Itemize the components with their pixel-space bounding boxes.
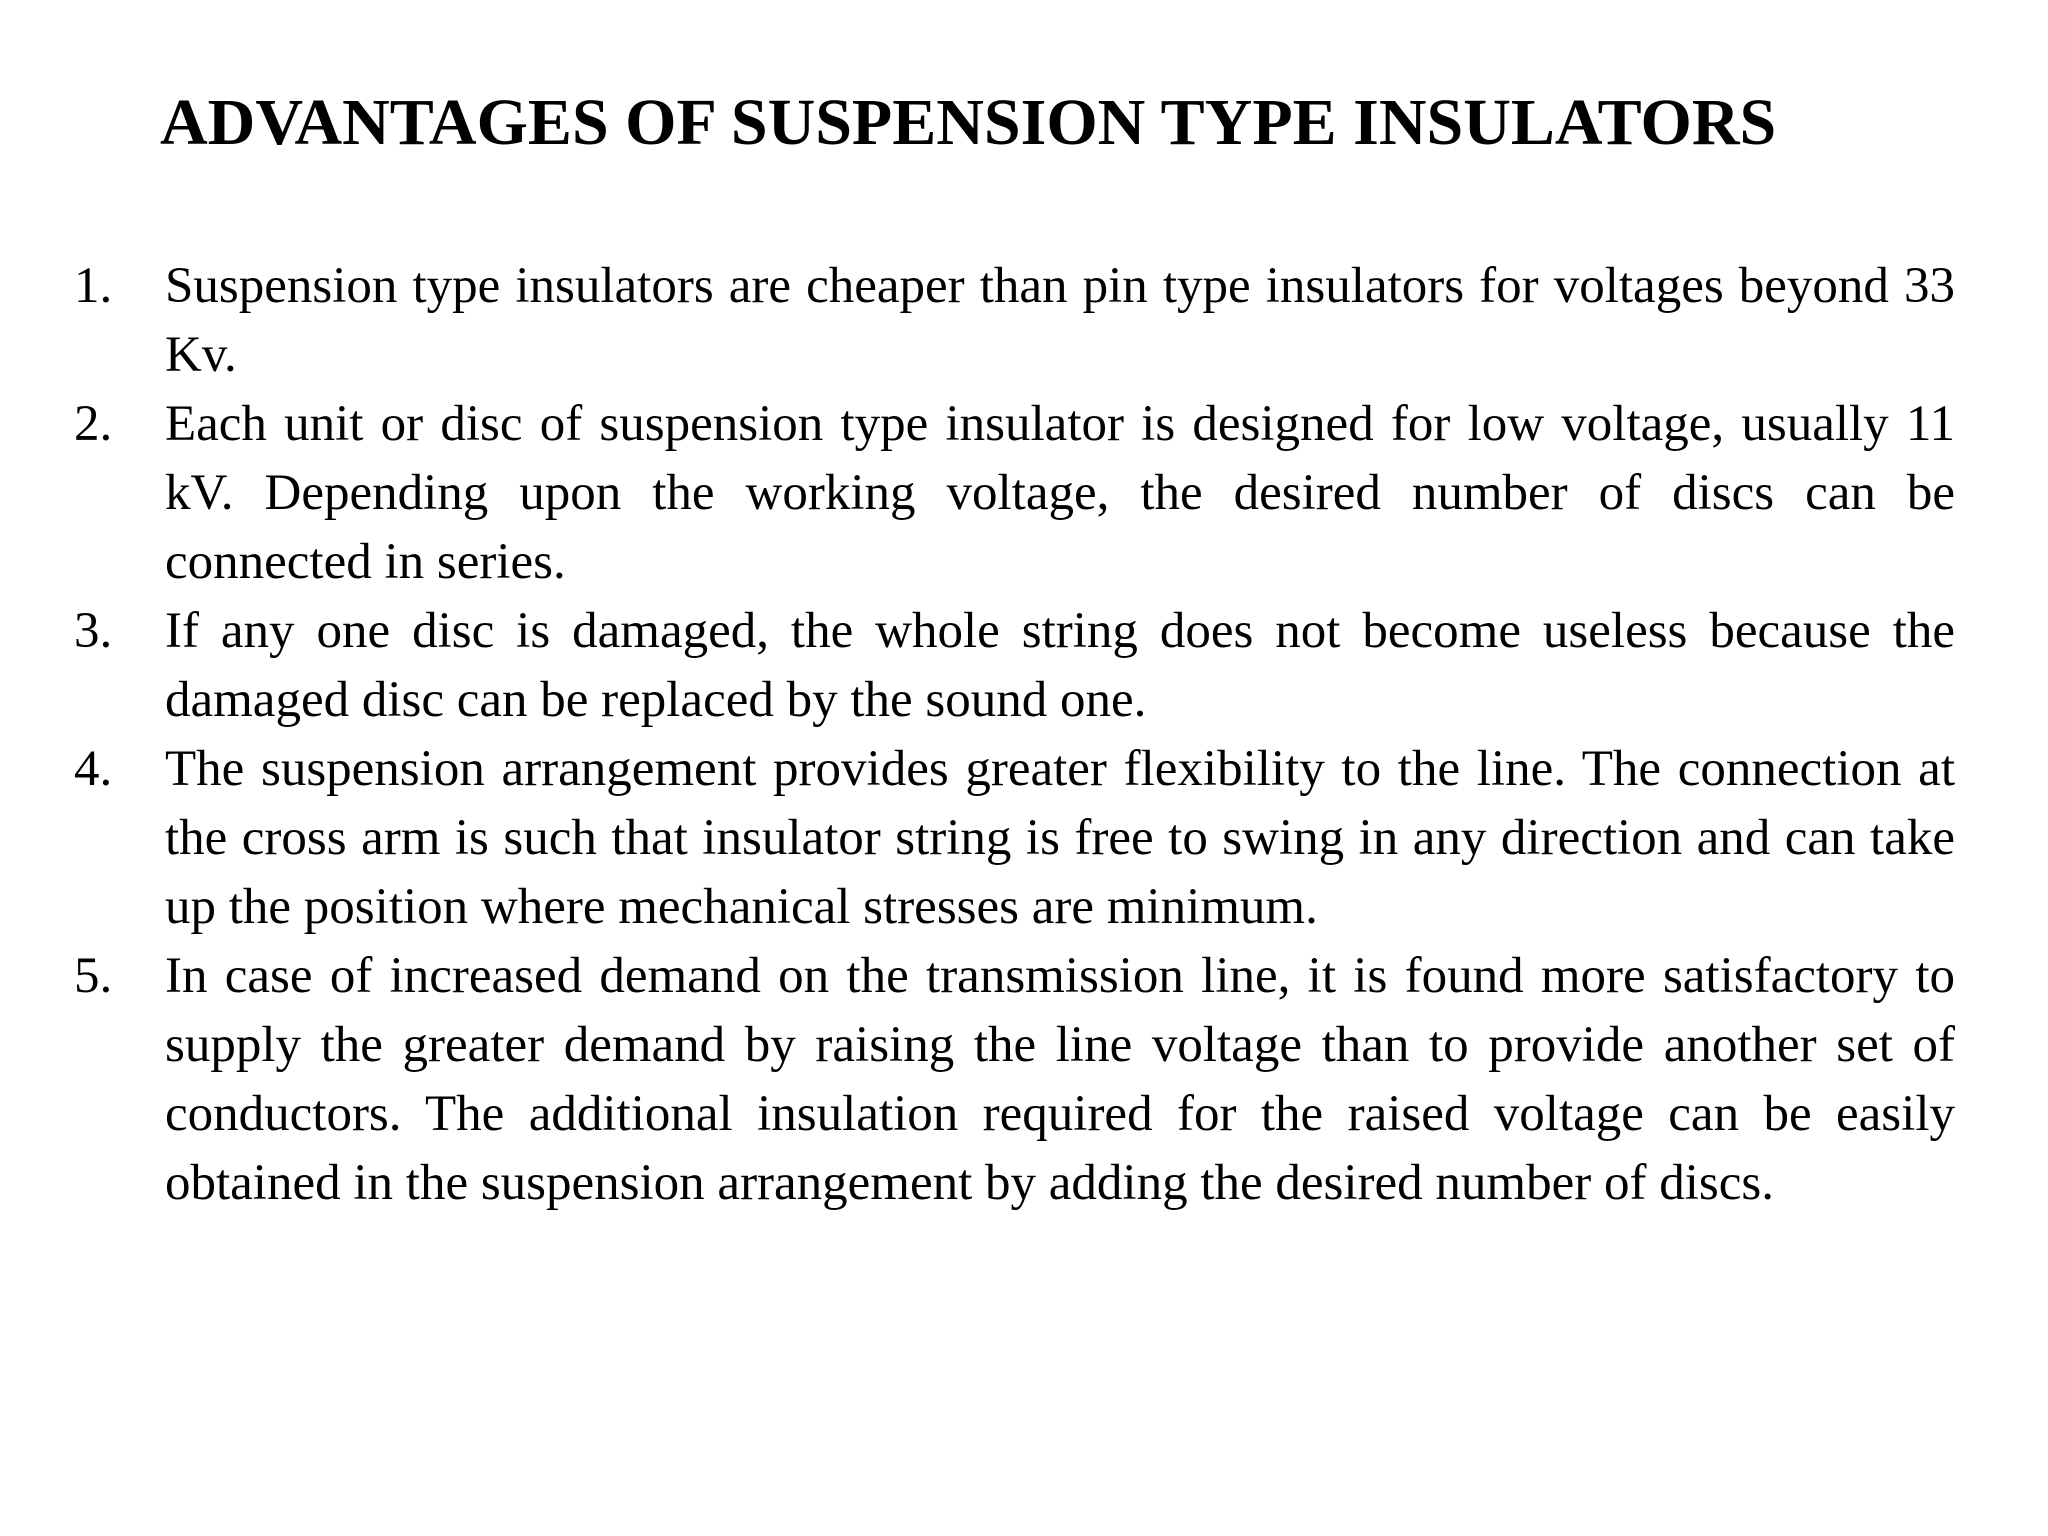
slide-title: ADVANTAGES OF SUSPENSION TYPE INSULATORS (160, 86, 1777, 159)
list-item (0, 390, 2048, 597)
list-item-number: 3. (74, 603, 113, 659)
list-item-number: 2. (74, 396, 113, 452)
list-item-text: If any one disc is damaged, the whole string does not become useless because the damaged disc can be replaced by the sound one. (165, 603, 1955, 728)
list-item-text: Suspension type insulators are cheaper than pin type insulators for voltages beyond 33 Kv. (165, 258, 1955, 383)
list-item (0, 597, 2048, 735)
list-item (0, 735, 2048, 942)
advantages-list (0, 252, 2048, 1218)
list-item-number: 1. (74, 258, 113, 314)
list-item (0, 942, 2048, 1218)
list-item (0, 252, 2048, 390)
list-item-text: Each unit or disc of suspension type insulator is designed for low voltage, usually 11 kV. Depending upon the working voltage, the desired number of discs can be connected in series. (165, 396, 1955, 590)
list-item-number: 4. (74, 741, 113, 797)
list-item-text: In case of increased demand on the transmission line, it is found more satisfactory to supply the greater demand by raising the line voltage than to provide another set of conductors. The additional insulation required for the raised voltage can be easily obtained in the suspension arrangement by adding the desired number of discs. (165, 948, 1955, 1211)
list-item-number: 5. (74, 948, 113, 1004)
list-item-text: The suspension arrangement provides greater flexibility to the line. The connection at the cross arm is such that insulator string is free to swing in any direction and can take up the position where mechanical stresses are minimum. (165, 741, 1955, 935)
